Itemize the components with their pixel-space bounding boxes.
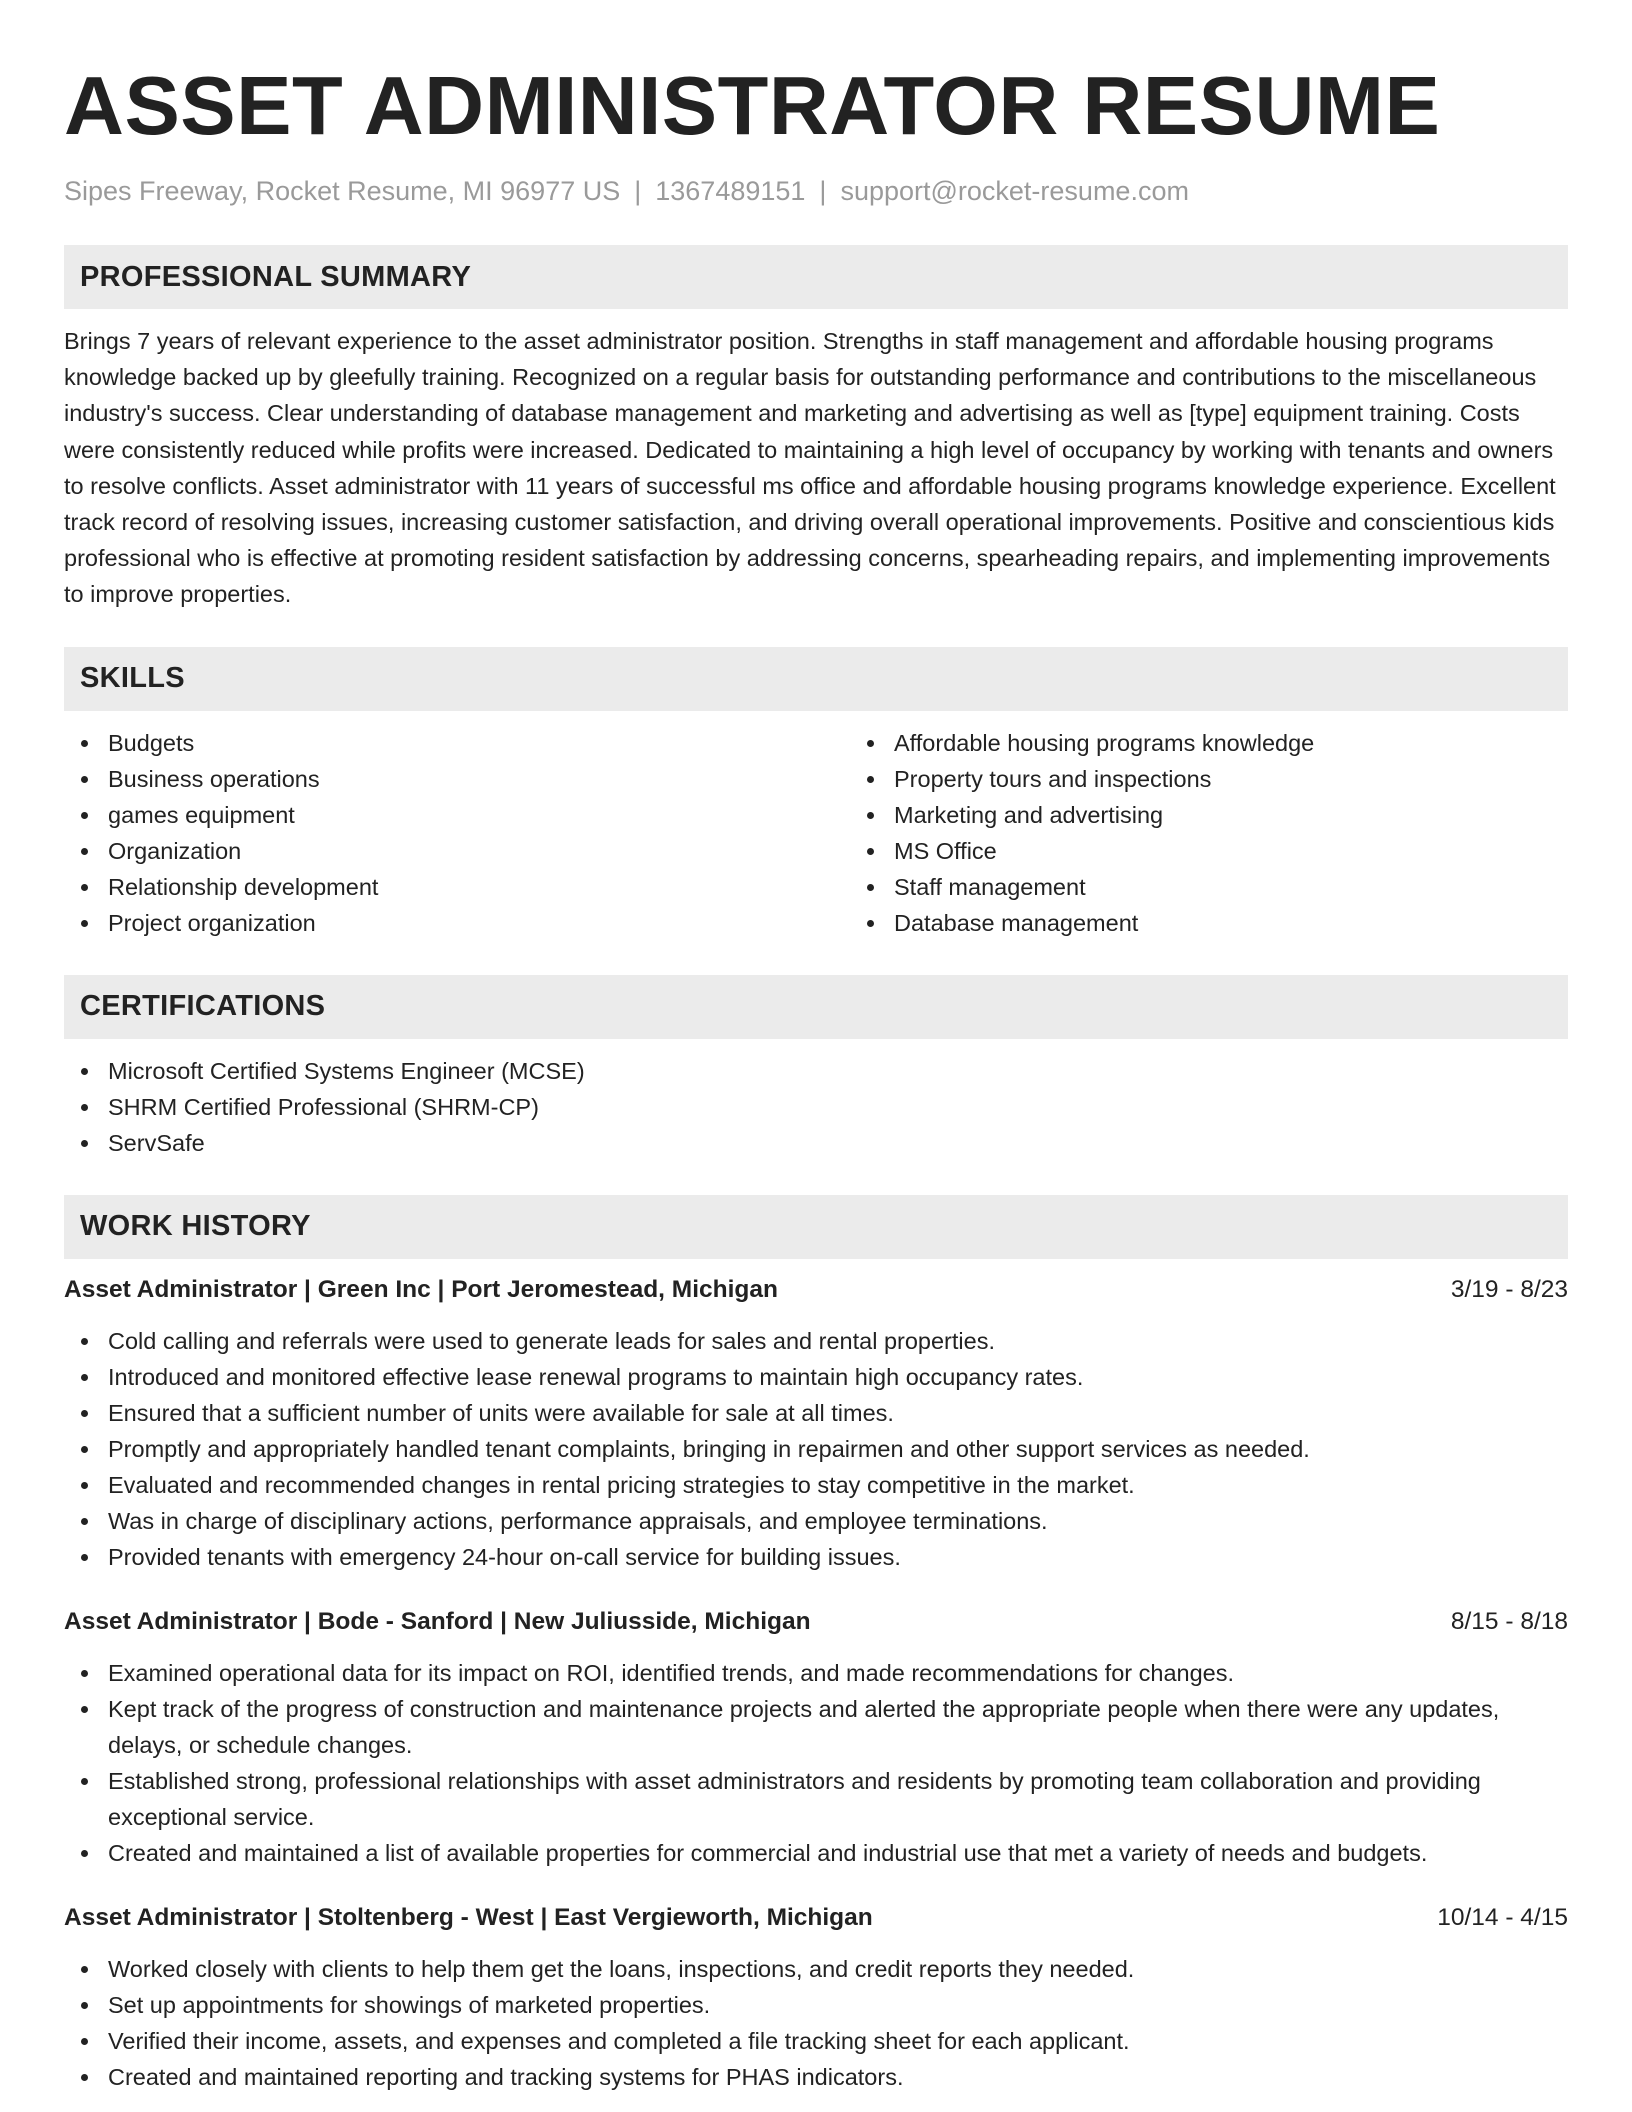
job-bullet: Created and maintained reporting and tracking systems for PHAS indicators.: [108, 2059, 1568, 2095]
skill-item: Affordable housing programs knowledge: [894, 725, 1632, 761]
job-bullet: Evaluated and recommended changes in rental pricing strategies to stay competitive in the market.: [108, 1467, 1568, 1503]
skills-list-right: [850, 725, 1632, 941]
skill-item: games equipment: [108, 797, 850, 833]
certifications-section-header: [64, 975, 1568, 1039]
job-bullet: Worked closely with clients to help them get the loans, inspections, and credit reports they needed.: [108, 1951, 1568, 1987]
summary-heading: PROFESSIONAL SUMMARY: [80, 260, 472, 293]
job-bullet: Introduced and monitored effective lease renewal programs to maintain high occupancy rates.: [108, 1359, 1568, 1395]
certification-item: SHRM Certified Professional (SHRM-CP): [108, 1089, 1568, 1125]
job-bullet: Kept track of the progress of construction and maintenance projects and alerted the appropriate people when there were any updates, delays, or schedule changes.: [108, 1691, 1568, 1763]
job-bullet: Ensured that a sufficient number of units were available for sale at all times.: [108, 1395, 1568, 1431]
work-heading: WORK HISTORY: [80, 1210, 311, 1243]
certification-item: Microsoft Certified Systems Engineer (MCSE): [108, 1053, 1568, 1089]
job-bullet: Set up appointments for showings of marketed properties.: [108, 1987, 1568, 2023]
job-bullets: [64, 1655, 1568, 1871]
job-header: [64, 1273, 1568, 1307]
contact-separator: |: [819, 176, 827, 206]
contact-phone: 1367489151: [655, 176, 806, 206]
job-bullet: Cold calling and referrals were used to generate leads for sales and rental properties.: [108, 1323, 1568, 1359]
skills-heading: SKILLS: [80, 662, 185, 695]
contact-email[interactable]: support@rocket-resume.com: [840, 176, 1189, 206]
summary-text: Brings 7 years of relevant experience to the asset administrator position. Strengths in staff management and affordable housing programs knowledge backed up by gleefully training. Recognized on a regular basis for outstanding performance and contributions to the miscellaneous industry's success. Clear understanding of database management and marketing and advertising as well as [type] equipment training. Costs were consistently reduced while profits were increased. Dedicated to maintaining a high level of occupancy by working with tenants and owners to resolve conflicts. Asset administrator with 11 years of successful ms office and affordable housing programs knowledge experience. Excellent track record of resolving issues, increasing customer satisfaction, and driving overall operational improvements. Positive and conscientious kids professional who is effective at promoting resident satisfaction by addressing concerns, spearheading repairs, and implementing improvements to improve properties.: [64, 328, 1556, 608]
contact-address: Sipes Freeway, Rocket Resume, MI 96977 US: [64, 176, 621, 206]
skill-item: Business operations: [108, 761, 850, 797]
summary-section-header: [64, 245, 1568, 309]
job-bullets: [64, 1951, 1568, 2095]
job-dates: 8/15 - 8/18: [1450, 1607, 1568, 1635]
job-bullet: Established strong, professional relationships with asset administrators and residents by promoting team collaboration and providing exceptional service.: [108, 1763, 1568, 1835]
skill-item: Budgets: [108, 725, 850, 761]
skills-section-header: [64, 647, 1568, 711]
job-header: [64, 1901, 1568, 1935]
resume-title: ASSET ADMINISTRATOR RESUME: [64, 59, 1441, 152]
contact-line: [64, 174, 1568, 208]
job-bullet: Verified their income, assets, and expenses and completed a file tracking sheet for each applicant.: [108, 2023, 1568, 2059]
skills-list-left: [64, 725, 850, 941]
certification-item: ServSafe: [108, 1125, 1568, 1161]
skill-item: Project organization: [108, 905, 850, 941]
job-entry: [64, 1273, 1568, 1575]
skill-item: Marketing and advertising: [894, 797, 1632, 833]
skill-item: Database management: [894, 905, 1632, 941]
job-entry: [64, 1901, 1568, 2095]
certifications-heading: CERTIFICATIONS: [80, 990, 326, 1023]
job-bullets: [64, 1323, 1568, 1575]
job-header: [64, 1605, 1568, 1639]
skill-item: MS Office: [894, 833, 1632, 869]
job-bullet: Promptly and appropriately handled tenant complaints, bringing in repairmen and other support services as needed.: [108, 1431, 1568, 1467]
skills-grid: [64, 725, 1568, 941]
job-title: Asset Administrator | Bode - Sanford | New Juliusside, Michigan: [64, 1607, 811, 1635]
job-entry: [64, 1605, 1568, 1871]
job-bullet: Created and maintained a list of available properties for commercial and industrial use that met a variety of needs and budgets.: [108, 1835, 1568, 1871]
skill-item: Organization: [108, 833, 850, 869]
job-dates: 10/14 - 4/15: [1437, 1903, 1568, 1931]
skill-item: Relationship development: [108, 869, 850, 905]
job-title: Asset Administrator | Stoltenberg - West | East Vergieworth, Michigan: [64, 1903, 873, 1931]
job-dates: 3/19 - 8/23: [1450, 1275, 1568, 1303]
certifications-list: [64, 1053, 1568, 1161]
skill-item: Staff management: [894, 869, 1632, 905]
skill-item: Property tours and inspections: [894, 761, 1632, 797]
work-section-header: [64, 1195, 1568, 1259]
job-title: Asset Administrator | Green Inc | Port Jeromestead, Michigan: [64, 1275, 778, 1303]
job-bullet: Was in charge of disciplinary actions, performance appraisals, and employee terminations.: [108, 1503, 1568, 1539]
job-bullet: Examined operational data for its impact on ROI, identified trends, and made recommendations for changes.: [108, 1655, 1568, 1691]
job-bullet: Provided tenants with emergency 24-hour on-call service for building issues.: [108, 1539, 1568, 1575]
contact-separator: |: [634, 176, 642, 206]
